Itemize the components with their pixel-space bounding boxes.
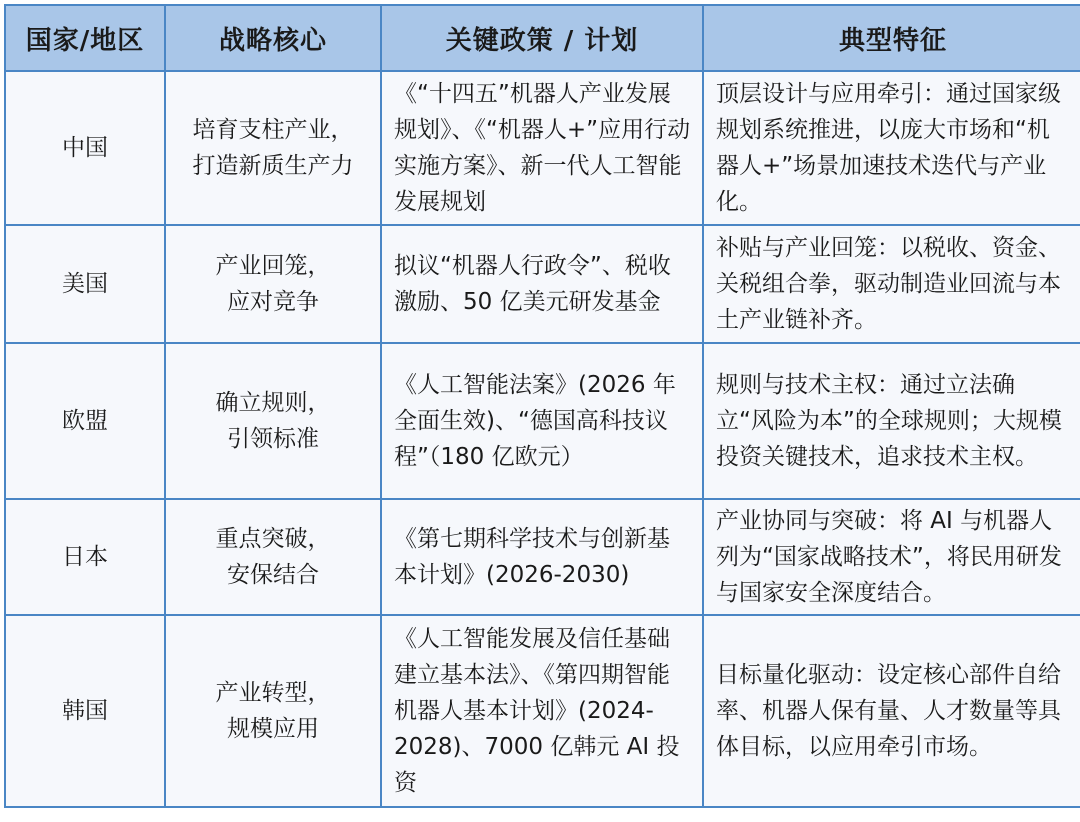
strategy-core-cell — [165, 225, 381, 343]
region-cell: 日本 — [5, 499, 165, 615]
strategy-core-cell — [165, 343, 381, 499]
strategy-core-cell — [165, 499, 381, 615]
typical-feature-cell: 顶层设计与应用牵引：通过国家级规划系统推进，以庞大市场和“机器人+”场景加速技术迭代与产业化。 — [703, 71, 1080, 225]
strategy-core-line: 打造新质生产力 — [192, 153, 354, 179]
policy-comparison-table — [4, 4, 1080, 808]
strategy-core-cell — [165, 615, 381, 807]
strategy-core-line: 产业回笼， — [215, 253, 331, 279]
typical-feature-cell: 目标量化驱动：设定核心部件自给率、机器人保有量、人才数量等具体目标，以应用牵引市场。 — [703, 615, 1080, 807]
strategy-core-line: 产业转型， — [215, 680, 331, 706]
key-policy-cell: 《人工智能法案》(2026 年全面生效)、“德国高科技议程”（180 亿欧元） — [381, 343, 703, 499]
header-row — [5, 5, 1080, 71]
strategy-core-line: 确立规则， — [215, 390, 331, 416]
region-cell: 中国 — [5, 71, 165, 225]
table-header — [5, 5, 1080, 71]
strategy-core-line: 培育支柱产业， — [192, 117, 354, 143]
table-row — [5, 615, 1080, 807]
key-policy-cell: 拟议“机器人行政令”、税收激励、50 亿美元研发基金 — [381, 225, 703, 343]
region-cell: 欧盟 — [5, 343, 165, 499]
table-body — [5, 71, 1080, 807]
region-cell: 韩国 — [5, 615, 165, 807]
typical-feature-cell: 规则与技术主权：通过立法确立“风险为本”的全球规则；大规模投资关键技术，追求技术主权。 — [703, 343, 1080, 499]
typical-feature-cell: 产业协同与突破：将 AI 与机器人列为“国家战略技术”，将民用研发与国家安全深度结合。 — [703, 499, 1080, 615]
strategy-core-line: 规模应用 — [227, 716, 319, 742]
key-policy-cell: 《人工智能发展及信任基础建立基本法》、《第四期智能机器人基本计划》(2024-2028)、7000 亿韩元 AI 投资 — [381, 615, 703, 807]
strategy-core-line: 安保结合 — [227, 562, 319, 588]
strategy-core-line: 应对竞争 — [227, 289, 319, 315]
table-row — [5, 499, 1080, 615]
strategy-core-line: 重点突破， — [215, 526, 331, 552]
table-row — [5, 71, 1080, 225]
key-policy-cell: 《“十四五”机器人产业发展规划》、《“机器人+”应用行动实施方案》、新一代人工智能发展规划 — [381, 71, 703, 225]
header-key-policy: 关键政策 / 计划 — [381, 5, 703, 71]
table-row — [5, 343, 1080, 499]
strategy-core-cell — [165, 71, 381, 225]
header-typical-feature: 典型特征 — [703, 5, 1080, 71]
strategy-core-line: 引领标准 — [227, 426, 319, 452]
table-row — [5, 225, 1080, 343]
header-strategy-core: 战略核心 — [165, 5, 381, 71]
typical-feature-cell: 补贴与产业回笼：以税收、资金、关税组合拳，驱动制造业回流与本土产业链补齐。 — [703, 225, 1080, 343]
key-policy-cell: 《第七期科学技术与创新基本计划》(2026-2030) — [381, 499, 703, 615]
header-region: 国家/地区 — [5, 5, 165, 71]
region-cell: 美国 — [5, 225, 165, 343]
